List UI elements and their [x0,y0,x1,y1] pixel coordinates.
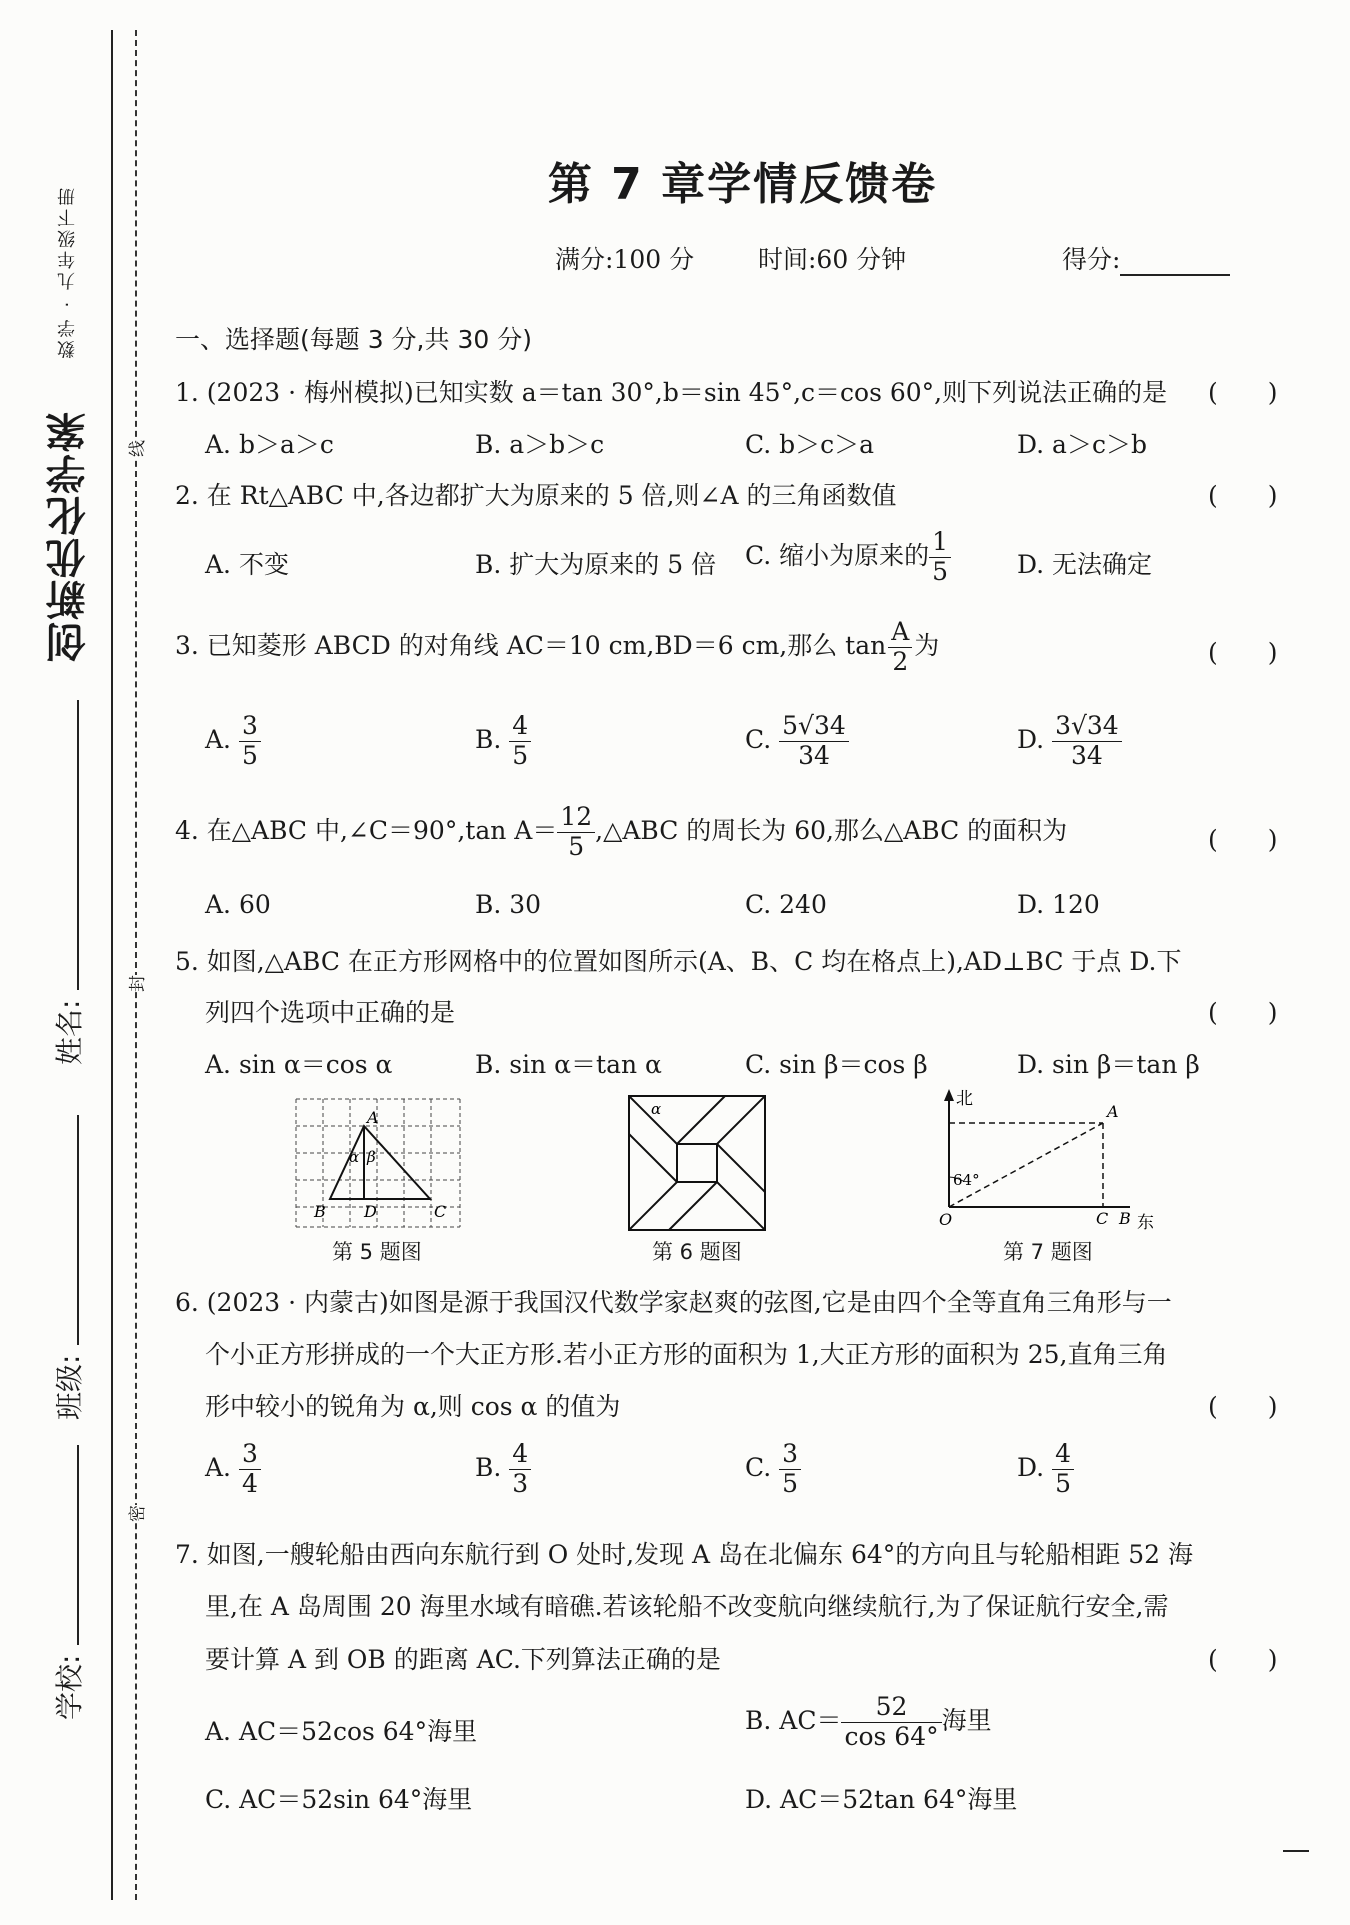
answer-paren-4[interactable]: ( ) [1208,825,1278,854]
fraction [509,712,531,771]
fraction [929,528,951,587]
denominator: 5 [241,740,258,770]
q7-option-b-text: B. AC＝ [745,1705,842,1735]
fig7-label-a: A [1107,1102,1119,1121]
q4-option-a[interactable]: A. 60 [205,890,271,919]
fig7-label-b: B [1119,1209,1131,1228]
fraction [239,712,261,771]
denominator: 5 [568,831,585,861]
answer-paren-2[interactable]: ( ) [1208,481,1278,510]
fraction [1052,712,1122,771]
question-7-line-2: 里,在 A 岛周围 20 海里水域有暗礁.若该轮船不改变航向继续航行,为了保证航行安全,需 [205,1592,1169,1621]
q3-option-a[interactable] [205,712,261,771]
score-field [1062,240,1230,276]
denominator: 5 [1055,1468,1071,1498]
answer-paren-1[interactable]: ( ) [1208,378,1278,407]
fig5-label-c: C [434,1202,447,1221]
school-field[interactable] [48,1445,88,1720]
q2-option-a[interactable]: A. 不变 [205,550,289,579]
school-blank[interactable] [77,1445,79,1645]
question-6-line-2: 个小正方形拼成的一个大正方形.若小正方形的面积为 1,大正方形的面积为 25,直角三角 [205,1340,1168,1369]
denominator: 2 [892,646,909,676]
q5-option-c[interactable]: C. sin β＝cos β [745,1050,928,1079]
figure-6-diagram [625,1092,770,1232]
fraction [1052,1440,1074,1499]
numerator: 3 [239,712,261,742]
option-label: A. [205,1452,232,1482]
fraction [557,803,595,862]
q6-option-a[interactable] [205,1440,261,1499]
question-5-line-2: 列四个选项中正确的是 [205,998,456,1027]
option-label: C. [745,724,772,754]
q4-option-b[interactable]: B. 30 [475,890,542,919]
figure-6-caption: 第 6 题图 [652,1240,742,1264]
question-3 [175,618,939,677]
q5-option-b[interactable]: B. sin α＝tan α [475,1050,662,1079]
name-label: 姓名: [53,999,86,1065]
q4-text-end: ,△ABC 的周长为 60,那么△ABC 的面积为 [595,815,1068,845]
q7-option-c[interactable]: C. AC＝52sin 64°海里 [205,1785,473,1814]
class-blank[interactable] [77,1115,79,1345]
q5-option-d[interactable]: D. sin β＝tan β [1017,1050,1200,1079]
q3-text-end: 为 [914,630,940,660]
page-title: 第 7 章学情反馈卷 [547,159,938,210]
fraction [841,1693,941,1752]
q1-option-c[interactable]: C. b＞c＞a [745,430,875,459]
denominator: 34 [1070,740,1103,770]
figure-7-diagram [925,1085,1175,1235]
answer-paren-3[interactable]: ( ) [1208,638,1278,667]
answer-paren-6[interactable]: ( ) [1208,1392,1278,1421]
school-label: 学校: [53,1654,86,1720]
fig7-label-c: C [1096,1209,1109,1228]
fraction [888,618,912,677]
question-7-line-1: 7. 如图,一艘轮船由西向东航行到 O 处时,发现 A 岛在北偏东 64°的方向且与轮船相距 52 海 [175,1540,1193,1569]
denominator: 5 [782,1468,799,1498]
name-blank[interactable] [77,700,79,990]
denominator: 34 [798,740,830,770]
denominator: 5 [512,740,529,770]
fig5-label-alpha: α [349,1148,360,1166]
fig7-label-o: O [939,1210,953,1229]
seal-mark-seal: 封 [117,975,154,992]
numerator: 3√34 [1052,712,1122,742]
seal-mark-secret: 密 [117,1505,154,1522]
q7-option-a[interactable]: A. AC＝52cos 64°海里 [205,1717,478,1746]
subject-label: 数学 · 九年级下册 [57,185,78,359]
numerator: 4 [1052,1440,1074,1470]
score-blank[interactable] [1120,246,1230,276]
fraction [779,712,849,771]
numerator: 5√34 [779,712,849,742]
numerator: 52 [841,1693,941,1723]
denominator: 5 [932,556,949,586]
binding-solid-line [111,30,113,1900]
full-score: 满分:100 分 [555,245,695,274]
fraction [509,1440,531,1499]
q1-option-b[interactable]: B. a＞b＞c [475,430,605,459]
q7-option-b-unit: 海里 [941,1705,992,1735]
fraction [779,1440,801,1499]
q6-option-d[interactable] [1017,1440,1074,1499]
fig7-label-east: 东 [1137,1213,1154,1233]
figure-7-caption: 第 7 题图 [1003,1240,1093,1264]
numerator: 4 [509,712,531,742]
class-field[interactable] [48,1115,88,1420]
q4-option-d[interactable]: D. 120 [1017,890,1100,919]
option-label: D. [1017,724,1045,754]
q2-option-c[interactable] [745,528,951,587]
seal-mark-line: 线 [117,440,154,457]
q3-text: 3. 已知菱形 ABCD 的对角线 AC＝10 cm,BD＝6 cm,那么 tan [175,630,887,660]
question-7-line-3: 要计算 A 到 OB 的距离 AC.下列算法正确的是 [205,1645,721,1674]
fig5-label-a: A [367,1108,379,1127]
q1-option-d[interactable]: D. a＞c＞b [1017,430,1147,459]
numerator: 4 [509,1440,531,1470]
q7-option-b[interactable] [745,1693,992,1752]
q2-option-d[interactable]: D. 无法确定 [1017,550,1153,579]
question-2: 2. 在 Rt△ABC 中,各边都扩大为原来的 5 倍,则∠A 的三角函数值 [175,481,897,510]
q6-option-c[interactable] [745,1440,801,1499]
option-label: B. [475,1452,502,1482]
q7-option-d[interactable]: D. AC＝52tan 64°海里 [745,1785,1018,1814]
q4-option-c[interactable]: C. 240 [745,890,827,919]
fig7-label-north: 北 [956,1089,973,1109]
numerator: 1 [929,528,951,558]
fig5-label-beta: β [367,1148,376,1166]
option-label: B. [475,724,502,754]
question-6-line-1: 6. (2023 · 内蒙古)如图是源于我国汉代数学家赵爽的弦图,它是由四个全等直角三角形与一 [175,1288,1172,1317]
figure-5-caption: 第 5 题图 [332,1240,422,1264]
denominator: cos 64° [844,1721,939,1751]
q2-option-b[interactable]: B. 扩大为原来的 5 倍 [475,550,717,579]
fig5-label-d: D [364,1202,377,1221]
question-1: 1. (2023 · 梅州模拟)已知实数 a＝tan 30°,b＝sin 45°,c＝cos 60°,则下列说法正确的是 [175,378,1168,407]
numerator: A [888,618,912,648]
brand-logo: 创新优化学案 [46,410,92,662]
question-6-line-3: 形中较小的锐角为 α,则 cos α 的值为 [205,1392,621,1421]
denominator: 4 [241,1468,258,1498]
section-heading: 一、选择题(每题 3 分,共 30 分) [175,325,532,354]
fraction [239,1440,261,1499]
figure-5-diagram [292,1095,464,1232]
option-label: A. [205,724,232,754]
q4-text: 4. 在△ABC 中,∠C＝90°,tan A＝ [175,815,558,845]
answer-paren-5[interactable]: ( ) [1208,998,1278,1027]
q5-option-a[interactable]: A. sin α＝cos α [205,1050,393,1079]
question-5-line-1: 5. 如图,△ABC 在正方形网格中的位置如图所示(A、B、C 均在格点上),AD⊥BC 于点 D.下 [175,947,1182,976]
time-limit: 时间:60 分钟 [758,245,907,274]
option-label: C. [745,1452,772,1482]
q2-option-c-text: C. 缩小为原来的 [745,540,930,570]
numerator: 12 [557,803,595,833]
q3-option-b[interactable] [475,712,531,771]
binding-dashed-line [135,30,137,1900]
numerator: 3 [239,1440,261,1470]
q6-option-b[interactable] [475,1440,531,1499]
answer-paren-7[interactable]: ( ) [1208,1645,1278,1674]
q3-option-d[interactable] [1017,712,1122,771]
numerator: 3 [779,1440,801,1470]
q1-option-a[interactable]: A. b＞a＞c [205,430,334,459]
score-label: 得分: [1062,245,1121,274]
page-corner-mark [1283,1850,1309,1852]
fig7-label-angle: 64° [953,1171,980,1189]
class-label: 班级: [53,1354,86,1420]
question-4 [175,803,1067,862]
q3-option-c[interactable] [745,712,849,771]
fig5-label-b: B [314,1202,326,1221]
name-field[interactable] [48,700,88,1065]
denominator: 3 [512,1468,529,1498]
fig6-label-alpha: α [651,1100,662,1118]
option-label: D. [1017,1452,1045,1482]
